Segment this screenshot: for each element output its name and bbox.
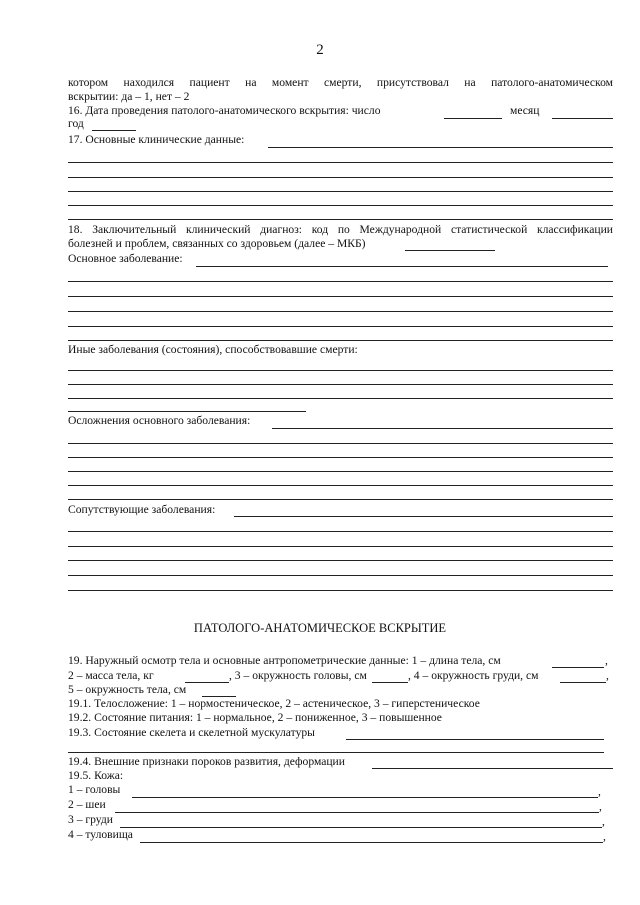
concomitant-label: Сопутствующие заболевания: bbox=[68, 503, 216, 516]
line[interactable] bbox=[68, 326, 613, 327]
line[interactable] bbox=[68, 370, 613, 371]
month-label: месяц bbox=[510, 104, 540, 117]
line[interactable] bbox=[68, 296, 613, 297]
line[interactable] bbox=[68, 219, 613, 220]
skin-chest-blank[interactable] bbox=[120, 827, 602, 828]
item-16-label: 16. Дата проведения патолого-анатомического вскрытия: число bbox=[68, 104, 381, 117]
complications-label: Осложнения основного заболевания: bbox=[68, 414, 251, 427]
skin-torso-blank[interactable] bbox=[140, 842, 603, 843]
main-disease-label: Основное заболевание: bbox=[68, 252, 183, 265]
line[interactable] bbox=[272, 428, 613, 429]
item-19-2: 19.2. Состояние питания: 1 – нормальное, 2 – пониженное, 3 – повышенное bbox=[68, 711, 442, 724]
head-circ-label: , 3 – окружность головы, см bbox=[229, 669, 367, 682]
chest-circ-blank[interactable] bbox=[560, 682, 606, 683]
comma: , bbox=[598, 785, 601, 798]
line[interactable] bbox=[68, 531, 613, 532]
line[interactable] bbox=[68, 191, 613, 192]
line[interactable] bbox=[68, 560, 613, 561]
chest-circ-label: , 4 – окружность груди, см bbox=[408, 669, 539, 682]
continuation-text: котором находился пациент на момент смерти, присутствовал на патолого-анатомическом bbox=[68, 76, 613, 89]
line[interactable] bbox=[68, 281, 613, 282]
skin-neck-blank[interactable] bbox=[115, 812, 599, 813]
line[interactable] bbox=[68, 471, 613, 472]
line[interactable] bbox=[68, 411, 306, 412]
line[interactable] bbox=[68, 205, 613, 206]
line[interactable] bbox=[68, 575, 613, 576]
other-diseases-label: Иные заболевания (состояния), способствовавшие смерти: bbox=[68, 343, 358, 356]
line[interactable] bbox=[68, 485, 613, 486]
comma: , bbox=[603, 830, 606, 843]
line[interactable] bbox=[68, 384, 613, 385]
line[interactable] bbox=[68, 177, 613, 178]
skin-torso-label: 4 – туловища bbox=[68, 828, 133, 841]
year-blank[interactable] bbox=[92, 130, 136, 131]
body-mass-label: 2 – масса тела, кг bbox=[68, 669, 154, 682]
item-19-4: 19.4. Внешние признаки пороков развития, деформации bbox=[68, 755, 345, 768]
head-circ-blank[interactable] bbox=[372, 682, 408, 683]
line[interactable] bbox=[68, 340, 613, 341]
line[interactable] bbox=[68, 398, 613, 399]
year-label: год bbox=[68, 117, 84, 130]
comma: , bbox=[599, 800, 602, 813]
comma: , bbox=[602, 815, 605, 828]
skin-head-blank[interactable] bbox=[132, 797, 598, 798]
comma: , bbox=[606, 669, 609, 682]
line[interactable] bbox=[68, 752, 604, 753]
line[interactable] bbox=[68, 311, 613, 312]
body-length-blank[interactable] bbox=[552, 667, 604, 668]
skin-neck-label: 2 – шеи bbox=[68, 798, 106, 811]
line[interactable] bbox=[68, 546, 613, 547]
line[interactable] bbox=[268, 147, 613, 148]
item-19-5: 19.5. Кожа: bbox=[68, 769, 124, 782]
skin-head-label: 1 – головы bbox=[68, 783, 121, 796]
line[interactable] bbox=[196, 266, 608, 267]
body-circ-label: 5 – окружность тела, см bbox=[68, 683, 187, 696]
line[interactable] bbox=[346, 739, 604, 740]
line[interactable] bbox=[68, 590, 613, 591]
line[interactable] bbox=[68, 443, 613, 444]
item-18-label-2: болезней и проблем, связанных со здоровьем (далее – МКБ) bbox=[68, 237, 366, 250]
month-blank[interactable] bbox=[552, 118, 613, 119]
item-18-label: 18. Заключительный клинический диагноз: код по Международной статистической классификации bbox=[68, 223, 613, 236]
comma: , bbox=[605, 654, 608, 667]
continuation-text-2: вскрытии: да – 1, нет – 2 bbox=[68, 90, 190, 103]
line[interactable] bbox=[68, 499, 613, 500]
item-19-3: 19.3. Состояние скелета и скелетной мускулатуры bbox=[68, 726, 315, 739]
line[interactable] bbox=[68, 162, 613, 163]
item-19-label: 19. Наружный осмотр тела и основные антропометрические данные: 1 – длина тела, см bbox=[68, 654, 501, 667]
item-17-label: 17. Основные клинические данные: bbox=[68, 133, 245, 146]
page-number: 2 bbox=[316, 42, 324, 58]
body-mass-blank[interactable] bbox=[185, 682, 229, 683]
mkb-code-blank[interactable] bbox=[405, 250, 495, 251]
section-title: ПАТОЛОГО-АНАТОМИЧЕСКОЕ ВСКРЫТИЕ bbox=[193, 621, 447, 635]
line[interactable] bbox=[372, 768, 613, 769]
skin-chest-label: 3 – груди bbox=[68, 813, 113, 826]
line[interactable] bbox=[68, 457, 613, 458]
day-blank[interactable] bbox=[444, 118, 502, 119]
item-19-1: 19.1. Телосложение: 1 – нормостеническое, 2 – астеническое, 3 – гиперстеническое bbox=[68, 697, 480, 710]
line[interactable] bbox=[234, 516, 613, 517]
